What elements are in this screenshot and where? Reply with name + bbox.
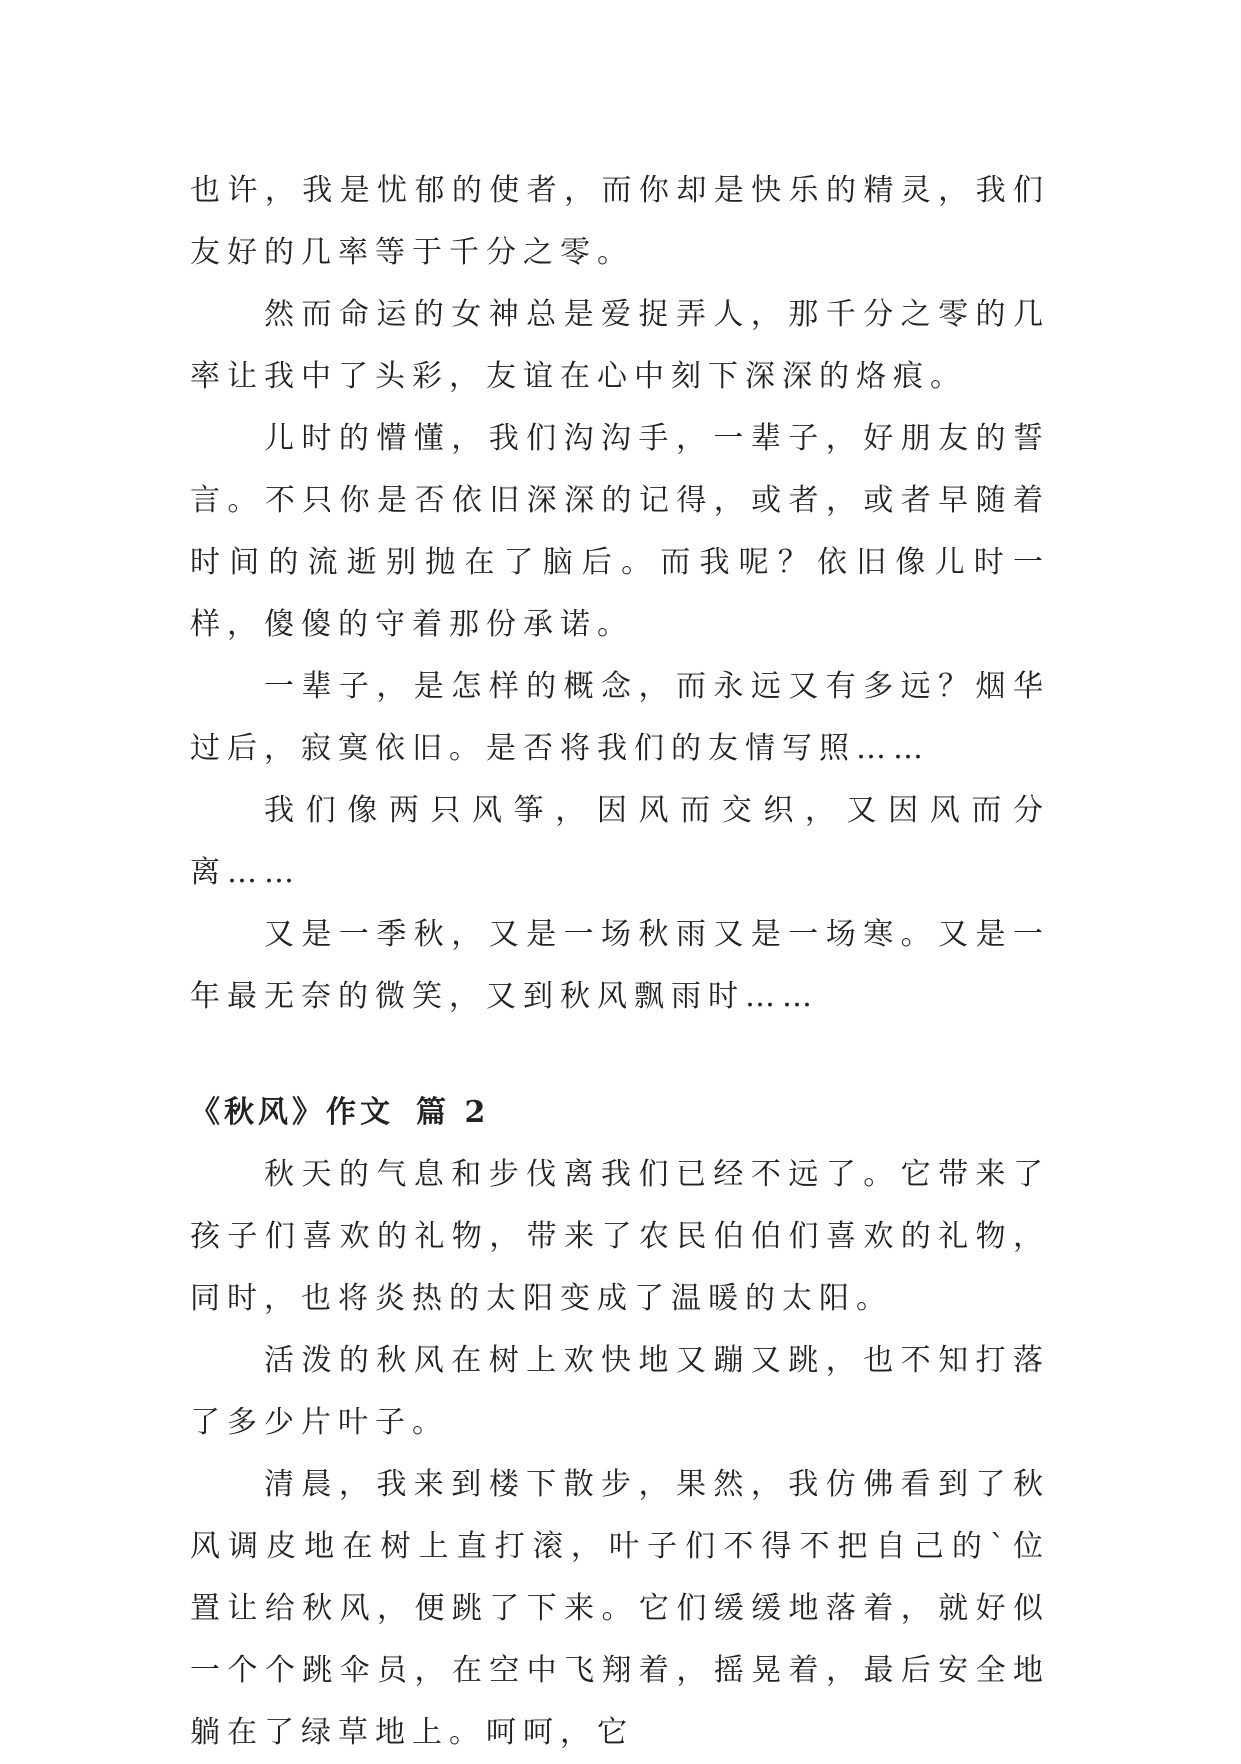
paragraph: 一辈子，是怎样的概念，而永远又有多远？烟华过后，寂寞依旧。是否将我们的友情写照…… — [190, 669, 1050, 766]
section-part-label: 篇 2 — [416, 1095, 490, 1130]
paragraph: 然而命运的女神总是爱捉弄人，那千分之零的几率让我中了头彩，友谊在心中刻下深深的烙痕。 — [190, 297, 1050, 394]
document-page — [190, 160, 1050, 1764]
paragraph: 活泼的秋风在树上欢快地又蹦又跳，也不知打落了多少片叶子。 — [190, 1343, 1050, 1440]
paragraph: 儿时的懵懂，我们沟沟手，一辈子，好朋友的誓言。不只你是否依旧深深的记得，或者，或者早随着时间的流逝别抛在了脑后。而我呢？依旧像儿时一样，傻傻的守着那份承诺。 — [190, 421, 1050, 642]
section-heading — [190, 1082, 1050, 1144]
paragraph: 秋天的气息和步伐离我们已经不远了。它带来了孩子们喜欢的礼物，带来了农民伯伯们喜欢的礼物，同时，也将炎热的太阳变成了温暖的太阳。 — [190, 1157, 1050, 1316]
paragraph: 也许，我是忧郁的使者，而你却是快乐的精灵，我们友好的几率等于千分之零。 — [190, 173, 1050, 270]
paragraph: 清晨，我来到楼下散步，果然，我仿佛看到了秋风调皮地在树上直打滚，叶子们不得不把自己的`位置让给秋风，便跳了下来。它们缓缓地落着，就好似一个个跳伞员，在空中飞翔着，摇晃着，最后安全地躺在了绿草地上。呵呵，它 — [190, 1467, 1050, 1750]
paragraph: 我们像两只风筝，因风而交织，又因风而分离…… — [190, 793, 1050, 890]
section-title: 《秋风》作文 — [190, 1095, 394, 1130]
paragraph: 又是一季秋，又是一场秋雨又是一场寒。又是一年最无奈的微笑，又到秋风飘雨时…… — [190, 917, 1050, 1014]
